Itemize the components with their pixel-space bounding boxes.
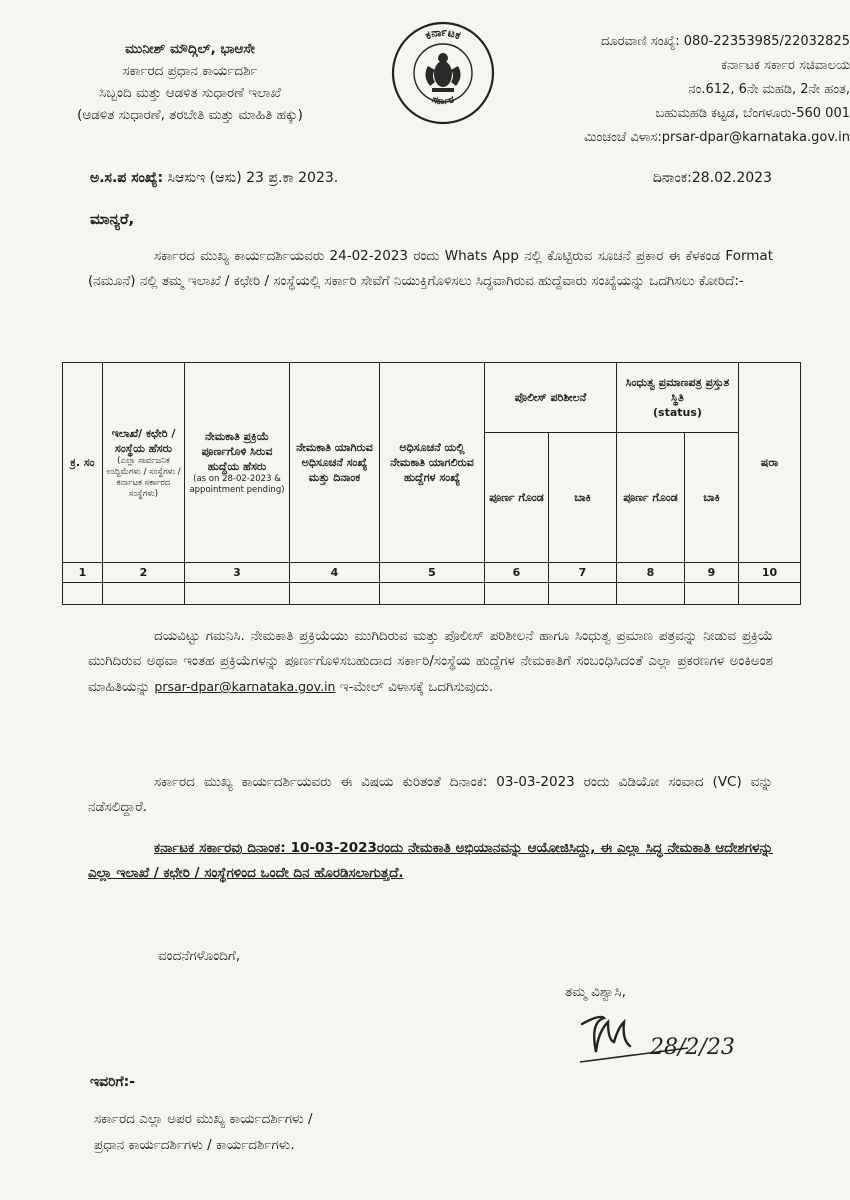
column-number: 6	[485, 563, 549, 583]
col-certificate-pending: ಬಾಕಿ	[685, 433, 739, 563]
column-number: 1	[63, 563, 103, 583]
instructions-text: ದಯವಿಟ್ಟು ಗಮನಿಸಿ. ನೇಮಕಾತಿ ಪ್ರಕ್ರಿಯೆಯು ಮುಗಿದಿರುವ ಮತ್ತು ಪೊಲೀಸ್ ಪರಿಶೀಲನೆ ಹಾಗೂ ಸಿಂಧುತ್ವ ಪ್ರಮಾಣ ಪತ್ರವನ್ನು ನೀಡುವ ಪ್ರಕ್ರಿಯೆ ಮುಗಿದಿರುವ ಅಥವಾ ಇಂತಹ ಪ್ರಕ್ರಿಯೆಗಳನ್ನು ಪೂರ್ಣಗೊಳಿಸಬಹುದಾದ ಸರ್ಕಾರಿ/ಸಂಸ್ಥೆಯ ಹುದ್ದೆಗಳ ನೇಮಕಾತಿಗೆ ಸಂಬಂಧಿಸಿದಂತೆ ಎಲ್ಲಾ ಪ್ರಕರಣಗಳ ಅಂಕಿಅಂಶ ಮಾಹಿತಿಯನ್ನು	[88, 628, 773, 695]
paragraph-campaign: ಕರ್ನಾಟಕ ಸರ್ಕಾರವು ದಿನಾಂಕ: 10-03-2023ರಂದು ನೇಮಕಾತಿ ಅಭಿಯಾನವನ್ನು ಆಯೋಜಿಸಿದ್ದು, ಈ ಎಲ್ಲಾ ಸಿದ್ಧ ನೇಮಕಾತಿ ಆದೇಶಗಳನ್ನು ಎಲ್ಲಾ ಇಲಾಖೆ / ಕಛೇರಿ / ಸಂಸ್ಥೆಗಳಿಂದ ಒಂದೇ ದಿನ ಹೊರಡಿಸಲಾಗುತ್ತದೆ.	[88, 840, 773, 881]
recipient-line: ಪ್ರಧಾನ ಕಾರ್ಯದರ್ಶಿಗಳು / ಕಾರ್ಯದರ್ಶಿಗಳು.	[94, 1137, 295, 1153]
column-number: 10	[739, 563, 801, 583]
format-table	[62, 362, 801, 605]
column-number: 4	[290, 563, 380, 583]
phone-number: ದೂರವಾಣಿ ಸಂಖ್ಯೆ: 080-22353985/22032825	[600, 34, 850, 49]
salutation: ಮಾನ್ಯರೆ,	[90, 210, 135, 228]
column-number: 9	[685, 563, 739, 583]
col-police-pending: ಬಾಕಿ	[549, 433, 617, 563]
instructions-tail: ಇ-ಮೇಲ್ ವಿಳಾಸಕ್ಕೆ ಒದಗಿಸುವುದು.	[339, 679, 494, 695]
address-line-3: ಬಹುಮಹಡಿ ಕಟ್ಟಡ, ಬೆಂಗಳೂರು-560 001	[655, 106, 850, 121]
column-number: 7	[549, 563, 617, 583]
column-number: 8	[617, 563, 685, 583]
submission-email: prsar-dpar@karnataka.gov.in	[154, 679, 336, 694]
handwritten-signature	[578, 1004, 768, 1074]
signature-date: 28/2/23	[650, 1035, 735, 1060]
svg-text:ಕರ್ನಾಟಕ	[423, 25, 462, 42]
col-police-verification-header: ಪೊಲೀಸ್ ಪರಿಶೀಲನೆ	[485, 363, 617, 433]
col-posts-count-header: ಅಧಿಸೂಚನೆ ಯಲ್ಲಿ ನೇಮಕಾತಿ ಯಾಗಲಿರುವ ಹುದ್ದೆಗಳ ಸಂಖ್ಯೆ	[380, 363, 485, 563]
column-number: 5	[380, 563, 485, 583]
emblem-bottom-text: ಸರ್ಕಾರ	[430, 94, 456, 108]
svg-text:ಸರ್ಕಾರ	[430, 94, 456, 107]
column-number: 2	[103, 563, 185, 583]
col-remarks-header: ಷರಾ	[739, 363, 801, 563]
col-police-complete: ಪೂರ್ಣ ಗೊಂಡ	[485, 433, 549, 563]
emblem-top-text: ಕರ್ನಾಟಕ	[423, 25, 463, 43]
office-email: ಮಿಂಚಂಚೆ ವಿಳಾಸ:prsar-dpar@karnataka.gov.in	[584, 130, 850, 145]
recipients-list	[94, 1106, 313, 1158]
address-line-2: ನಂ.612, 6ನೇ ಮಹಡಿ, 2ನೇ ಹಂತ,	[688, 82, 850, 97]
column-number: 3	[185, 563, 290, 583]
reference-number	[90, 170, 338, 186]
sender-department: ಸಿಬ್ಬಂದಿ ಮತ್ತು ಆಡಳಿತ ಸುಧಾರಣೆ ಇಲಾಖೆ	[99, 85, 281, 101]
sender-wing: (ಆಡಳಿತ ಸುಧಾರಣೆ, ತರಬೇತಿ ಮತ್ತು ಮಾಹಿತಿ ಹಕ್ಕು)	[77, 107, 303, 123]
col-notification-header: ನೇಮಕಾತಿ ಯಾಗಿರುವ ಅಧಿಸೂಚನೆ ಸಂಖ್ಯೆ ಮತ್ತು ದಿನಾಂಕ	[290, 363, 380, 563]
col-department-header: ಇಲಾಖೆ/ ಕಛೇರಿ /ಸಂಸ್ಥೆಯ ಹೆಸರು (ಎಲ್ಲಾ ಸಾರ್ವಜನಿಕ ಉದ್ದಿಮೆಗಳು / ಸಂಸ್ಥೆಗಳು / ಕರ್ನಾಟಕ ಸರ್ಕಾರದ ಸಂಸ್ಥೆಗಳು)	[103, 363, 185, 563]
karnataka-emblem-icon	[388, 18, 498, 128]
office-address	[520, 30, 850, 150]
yours-faithfully: ತಮ್ಮ ವಿಶ್ವಾಸಿ,	[565, 984, 626, 1000]
sender-block	[0, 38, 380, 126]
reference-value: ಸಿಆಸುಇ (ಆಸು) 23 ಪ್ರ.ಕಾ 2023.	[167, 170, 339, 186]
col-post-subnote: (as on 28-02-2023 & appointment pending)	[189, 474, 285, 495]
sender-designation: ಸರ್ಕಾರದ ಪ್ರಧಾನ ಕಾರ್ಯದರ್ಶಿ	[122, 63, 258, 79]
col-validity-certificate-header: ಸಿಂಧುತ್ವ ಪ್ರಮಾಣಪತ್ರ ಪ್ರಸ್ತುತ ಸ್ಥಿತಿ (status)	[617, 363, 739, 433]
table-empty-row	[63, 583, 801, 605]
recipients-label: ಇವರಿಗೆ:-	[90, 1074, 136, 1090]
paragraph-request: ಸರ್ಕಾರದ ಮುಖ್ಯ ಕಾರ್ಯದರ್ಶಿಯವರು 24-02-2023 ರಂದು Whats App ನಲ್ಲಿ ಕೊಟ್ಟಿರುವ ಸೂಚನೆ ಪ್ರಕಾರ ಈ ಕೆಳಕಂಡ Format (ನಮೂನೆ) ನಲ್ಲಿ ತಮ್ಮ ಇಲಾಖೆ / ಕಛೇರಿ / ಸಂಸ್ಥೆಯಲ್ಲಿ ಸರ್ಕಾರಿ ಸೇವೆಗೆ ನಿಯುಕ್ತಿಗೊಳಿಸಲು ಸಿದ್ಧವಾಗಿರುವ ಹುದ್ದೆವಾರು ಸಂಖ್ಯೆಯನ್ನು ಒದಗಿಸಲು ಕೋರಿದೆ:-	[88, 248, 773, 289]
sender-name: ಮುನೀಶ್ ಮೌದ್ಗಿಲ್, ಭಾಆಸೇ	[125, 41, 255, 57]
paragraph-vc: ಸರ್ಕಾರದ ಮುಖ್ಯ ಕಾರ್ಯದರ್ಶಿಯವರು ಈ ವಿಷಯ ಕುರಿತಂತೆ ದಿನಾಂಕ: 03-03-2023 ರಂದು ವಿಡಿಯೋ ಸಂವಾದ (VC) ವನ್ನು ನಡೆಸಲಿದ್ದಾರೆ.	[88, 774, 773, 815]
closing-greeting: ವಂದನೆಗಳೊಂದಿಗೆ,	[158, 948, 241, 964]
col-certificate-complete: ಪೂರ್ಣ ಗೊಂಡ	[617, 433, 685, 563]
paragraph-instructions	[88, 624, 773, 700]
col-post-header: ನೇಮಕಾತಿ ಪ್ರಕ್ರಿಯೆ ಪೂರ್ಣಗೊಳಿ ಸಿರುವ ಹುದ್ದೆಯ ಹೆಸರು (as on 28-02-2023 & appointment pending)	[185, 363, 290, 563]
letter-date: ದಿನಾಂಕ:28.02.2023	[652, 170, 772, 186]
col-serial-header: ಕ್ರ. ಸಂ	[63, 363, 103, 563]
col-department-subnote: (ಎಲ್ಲಾ ಸಾರ್ವಜನಿಕ ಉದ್ದಿಮೆಗಳು / ಸಂಸ್ಥೆಗಳು / ಕರ್ನಾಟಕ ಸರ್ಕಾರದ ಸಂಸ್ಥೆಗಳು)	[106, 455, 181, 499]
recipient-line: ಸರ್ಕಾರದ ಎಲ್ಲಾ ಅಪರ ಮುಖ್ಯ ಕಾರ್ಯದರ್ಶಿಗಳು /	[94, 1111, 313, 1127]
col-certificate-status: (status)	[653, 406, 702, 419]
address-line-1: ಕರ್ನಾಟಕ ಸರ್ಕಾರ ಸಚಿವಾಲಯ	[721, 58, 850, 73]
reference-label: ಅ.ಸ.ಪ ಸಂಖ್ಯೆ:	[90, 170, 164, 186]
